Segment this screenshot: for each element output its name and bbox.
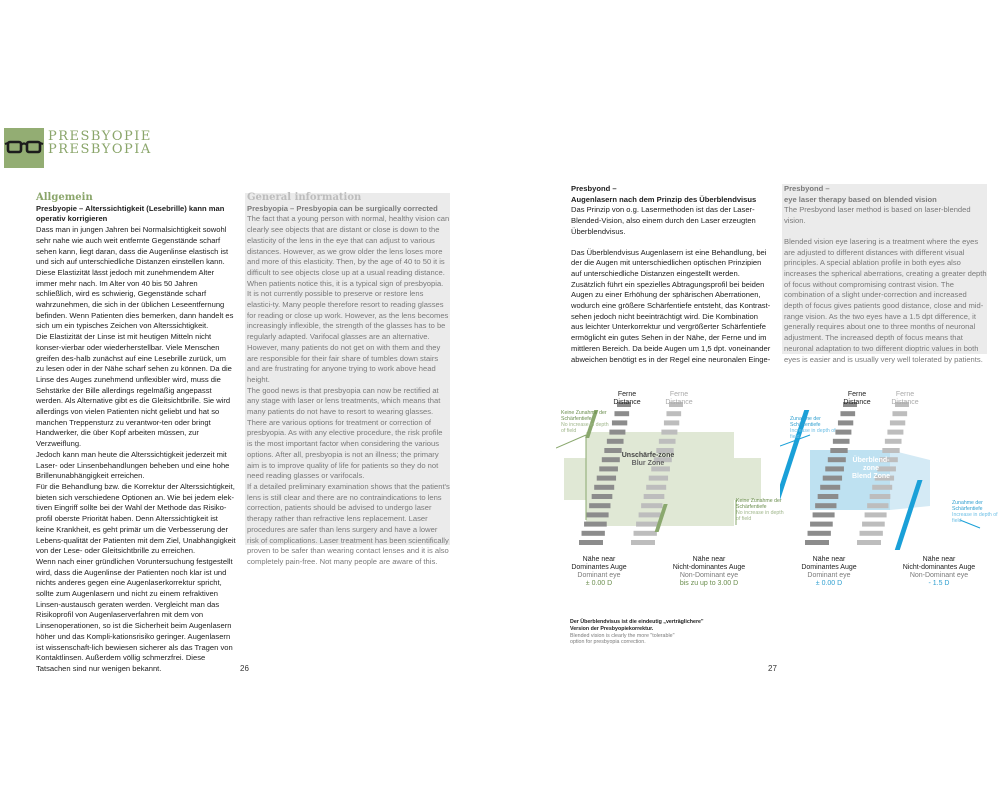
depth-bar [649,476,668,481]
depth-bar [584,522,607,527]
far-label-2 [664,391,694,407]
depth-bar [857,540,881,545]
depth-bar [823,476,842,481]
increase-label-1 [790,416,836,440]
paragraph: Die Elastizität der Linse ist mit heutigen Mitteln nicht konser-vierbar oder wiederherstellbar. Viele Menschen greifen des-halb zunächst auf eine Lesebrille zurück, um zu lesen oder in der Nähe scharf sehen zu können. Da die Linse des Auges zunehmend unflexibler wird, muss die Sehstärke der Bille allerdings regelmäßig angepasst werden. Als Alternative gibt es die Gleitsichtbrille. Sie wird allerdings von vielen Patienten nicht geliebt und hat so manchen Treppensturz zu verantwor-ten oder bringt Handwerker, die über Kopf arbeiten müssen, zur Verzweiflung. [36,332,232,449]
right-german-column [571,184,771,365]
depth-bar [828,457,846,462]
presbyond-title-line1: Presbyond – [571,184,617,193]
far-en-2: Distance [891,399,919,406]
increase-de-1: Zunahme der Schärfentiefe [790,416,821,428]
brand-title-en: PRESBYOPIA [48,142,152,157]
far-de: Ferne [847,391,867,398]
far-de: Ferne [617,391,637,398]
paragraph-en: It is not currently possible to preserve or restore lens elastici-ty. Many people therefore resort to reading glasses for reading or close up work. However, as the lens becomes increasingly inflexible, the strength of the glasses has to be regularly adapted. Varifocal glasses are an alternative. However, many patients do not get on with them and they are responsible for their fair share of tumbles down stairs and are frustrating for anyone trying to work above head height. [247,289,449,384]
depth-bar [579,540,603,545]
presbyond-title-en-line2: eye laser therapy based on blended vision [784,194,937,204]
page-number-left: 26 [240,664,249,673]
depth-bar [609,430,625,435]
depth-bar [612,420,627,425]
paragraph-en: The good news is that presbyopia can now be rectified at any stage with laser or lens treatments, which means that many patients do not have to resort to wearing glasses. [247,385,441,417]
section-subtitle-en: Presbyopia – Presbyopia can be surgically corrected [247,203,438,213]
glasses-icon [4,128,44,168]
no-increase-label-1 [561,410,611,434]
blend-de: Überblend-zone [852,457,890,472]
depth-bar [602,457,620,462]
depth-bar [597,476,616,481]
diopter-value: bis zu up to 3.00 D [679,580,739,587]
brand-logo [4,128,152,168]
no-increase-en-1: No increase in depth of field [561,422,609,434]
depth-bar [636,522,659,527]
depth-bar [810,522,833,527]
depth-bar [865,512,887,517]
paragraph: Das Überblendvisus Augenlasern ist eine Behandlung, bei der die Augen mit unterschiedlichen optischen Prinzipien auf unterschiedliche Distanzen eingestellt werden. [571,247,767,278]
eye-de: Dominantes Auge [571,564,627,571]
diagram-caption [570,619,770,646]
depth-bar [594,485,614,490]
caption-de-2: Version der Presbyopiekorrektur. [570,625,654,632]
depth-bar [808,531,831,536]
far-en-2: Distance [665,399,693,406]
diopter-value: ± 0.00 D [585,580,613,587]
depth-bar [592,494,613,499]
paragraph-en: There are various options for treatment or correction of presbyopia. As with any elective procedure, the risk profile is the most important factor when considering the various options. After all, presbyopia is not an illness; the primary aim is to improve quality of life for patients so they do not need reading glasses or varifocals. [247,417,443,481]
depth-bar [862,522,885,527]
paragraph: Zusätzlich führt ein spezielles Abtragungsprofil bei beiden Augen zu einer Erhöhung der sphärischen Aberrationen, wodurch eine größere Schärfentiefe entsteht, das Kontrast-sehen jedoch nicht beeinträchtigt wird. Die Kombination aus leichter Unterkorrektur und vergrößerter Schärfentiefe ermöglicht ein gutes Sehen in der Nähe, der Ferne und im mittleren Bereich. Da beide Augen um 1,5 dpt. voneinander abweichen benötigt es in der Regel eine neuronalen Einge- [571,279,771,364]
increase-de-2: Zunahme der Schärfentiefe [952,500,983,512]
diopter-value: ± 0.00 D [815,580,843,587]
depth-bar [870,494,891,499]
eye-de: Dominantes Auge [801,564,857,571]
blur-de: Unschärfe-zone [621,452,675,459]
paragraph: Das Prinzip von o.g. Lasermethoden ist das der Laser-Blended-Vision, also einem durch den Laser erzeugten Überblendvisus. [571,205,756,236]
far-label-4 [890,391,920,407]
depth-bar [838,420,853,425]
depth-bar [818,494,839,499]
paragraph-en: If a detailed preliminary examination shows that the patient's lens is still clear and there are no contraindications to lens correction, patients should be advised to undergo laser therapy rather than refractive lens replacement. Laser procedures are safer than lens surgery and have a lower risk of complications. Laser treatment has been scientifically proven to be safer than wearing contact lenses and it is also completely pain-free. Not many people are aware of this. [247,481,450,566]
blend-zone-label [848,457,894,481]
depth-bar [582,531,605,536]
depth-bar [631,540,655,545]
depth-bar [666,411,681,416]
depth-bar [587,512,609,517]
eye-de: Nicht-dominantes Auge [902,564,976,571]
depth-bar [860,531,883,536]
depth-bar [835,430,851,435]
eye-de: Nicht-dominantes Auge [672,564,746,571]
increase-label-2 [952,500,998,524]
eye-en: Non-Dominant eye [909,572,969,579]
paragraph-en: The fact that a young person with normal, healthy vision can clearly see objects that are distant or close is down to the elasticity of the lens in the eye that can adjust to various distances. However, as we grow older the lens loses more and more of this elasticity. Then, by the age of 40 to 50 it is difficult to see objects close up at a usual reading distance. When patients notice this, it is a typical sign of presbyopia. [247,214,450,288]
paragraph-en: Blended vision eye lasering is a treatment where the eyes are adjusted to different distances with different visual principles. A special ablation profile in both eyes also increases the spherical aberrations, creating a greater depth of focus without compromising contrast vision. The combination of a slight under-correction and increased depth of focus gives patients good distance, close and mid-range vision. As the two eyes have a 1.5 dpt difference, it generally requires about one to three months of neuronal adjustment. The increased depth of focus means that neuronal adaptation to two different dioptric values in both eyes is easier and is usually very well tolerated by patients. [784,236,987,364]
depth-bar [867,503,888,508]
brand-title-de: PRESBYOPIE [48,129,152,144]
paragraph: Dass man in jungen Jahren bei Normalsichtigkeit sowohl sehr nahe wie auch weit entfernte Gegenstände scharf sehen kann, liegt daran, dass die Augenlinse elastisch ist und sich auf unterschiedliche Distanzen einstellen kann. Diese Elastizität lässt jedoch mit zunehmendem Alter immer mehr nach. Im Alter von 40 bis 50 Jahren schließlich, wird es schwierig, Gegenstände scharf wahrzunehmen, die sich in der üblichen Leseentfernung befinden. Wenn Patienten dies bemerken, dann handelt es sich um ein typisches Zeichen von Alterssichtigkeit. [36,225,234,331]
far-de-2: Ferne [669,391,689,398]
depth-bar [607,439,624,444]
far-en: Distance [843,399,871,406]
depth-bar [830,448,847,453]
eye-en: Dominant eye [807,572,851,579]
depth-bar [659,439,676,444]
near-de: Nähe near [922,556,956,563]
depth-bar [840,411,855,416]
depth-bar [820,485,840,490]
depth-bar [646,485,666,490]
diopter-value: - 1.5 D [928,580,950,587]
caption-en-2: option for presbyopia correction. [570,639,646,646]
no-increase-en-2: No increase in depth of field [736,510,784,522]
caption-de-1: Der Überblendvisus ist die eindeutig „verträglichere" [570,619,704,625]
depth-bar [634,531,657,536]
depth-bar [887,430,903,435]
depth-bar [892,411,907,416]
depth-bar [825,466,844,471]
section-title: Allgemein [36,192,93,203]
near-dominant-label [566,556,632,588]
depth-bar [614,411,629,416]
near-nondominant-label [668,556,750,588]
depth-bar [644,494,665,499]
paragraph: Wenn nach einer gründlichen Voruntersuchung festgestellt wird, dass die Augenlinse der Patienten noch klar ist und nichts anderes gegen eine Augenlaserkorrektur spricht, sollte zum Augenlasern und nicht zu einem refraktiven Linsen-austausch geraten werden. Vergleicht man das Risikoprofil von Augenlaserverfahren mit dem von Linsenoperationen, so ist die Sicherheit beim Augenlasern höher und das Kompli-kationsrisiko geringer. Augenlasern ist wissenschaft-lich bewiesen sicherer als das Tragen von Kontaktlinsen. Außerdem völlig schmerzfrei. Diese Tatsachen sind nur wenigen bekannt. [36,556,233,673]
paragraph-en: The Presbyond laser method is based on laser-blended vision. [784,205,971,226]
depth-bar [599,466,618,471]
depth-bar [641,503,662,508]
near-de: Nähe near [812,556,846,563]
no-increase-de-2: Keine Zunahme der Schärfentiefe [736,498,782,510]
page-number-right: 27 [768,664,777,673]
presbyond-title-en-line1: Presbyond – [784,184,830,193]
section-title-en: General information [247,192,362,203]
paragraph: Jedoch kann man heute die Alterssichtigkeit jederzeit mit Laser- oder Linsenbehandlungen beheben und eine hohe Brillenunabhängigkeit erreichen. [36,449,230,481]
increase-en-1: Increase in depth of field [790,428,836,440]
near-nondominant-label-blend [900,556,978,588]
blend-en: Blend Zone [851,473,891,480]
far-label-3 [842,391,872,407]
paragraph: Für die Behandlung bzw. die Korrektur der Alterssichtigkeit, bieten sich verschiedene Optionen an. Wie bei jedem elek-tiven Eingriff sollte bei der Wahl der Methode das Risiko-profil oberste Priorität haben. Denn Alterssichtigkeit ist keine Krankheit, es geht primär um die Verbesserung der Lebens-qualität der Patienten mit dem Ziel, Unabhängigkeit von der Lese- oder Gleitsichtbrille zu erreichen. [36,481,236,556]
depth-bar [805,540,829,545]
increase-en-2: Increase in depth of field [952,512,998,524]
depth-bar [664,420,679,425]
depth-bar [882,448,899,453]
eye-en: Non-Dominant eye [679,572,739,579]
depth-bar [885,439,902,444]
near-de: Nähe near [582,556,616,563]
far-de-2: Ferne [895,391,915,398]
blur-en: Blur Zone [631,460,665,467]
right-english-column [782,184,987,364]
section-subtitle: Presbyopie – Alterssichtigkeit (Lesebrille) kann man operativ korrigieren [36,203,225,224]
blur-zone-label [620,452,676,468]
depth-bar [890,420,905,425]
presbyond-title-line2: Augenlasern nach dem Prinzip des Überblendvisus [571,194,757,204]
depth-bar [815,503,836,508]
left-english-column [245,192,450,566]
near-de: Nähe near [692,556,726,563]
depth-bar [589,503,610,508]
left-german-column [36,193,236,675]
depth-bar [661,430,677,435]
depth-bar [813,512,835,517]
depth-bar [639,512,661,517]
eye-en: Dominant eye [577,572,621,579]
caption-en-1: Blended vision is clearly the more "tolerable" [570,632,675,639]
no-increase-de-1: Keine Zunahme der Schärfentiefe [561,410,607,422]
near-dominant-label-blend [796,556,862,588]
far-en: Distance [613,399,641,406]
far-label-1 [612,391,642,407]
depth-bar [872,485,892,490]
